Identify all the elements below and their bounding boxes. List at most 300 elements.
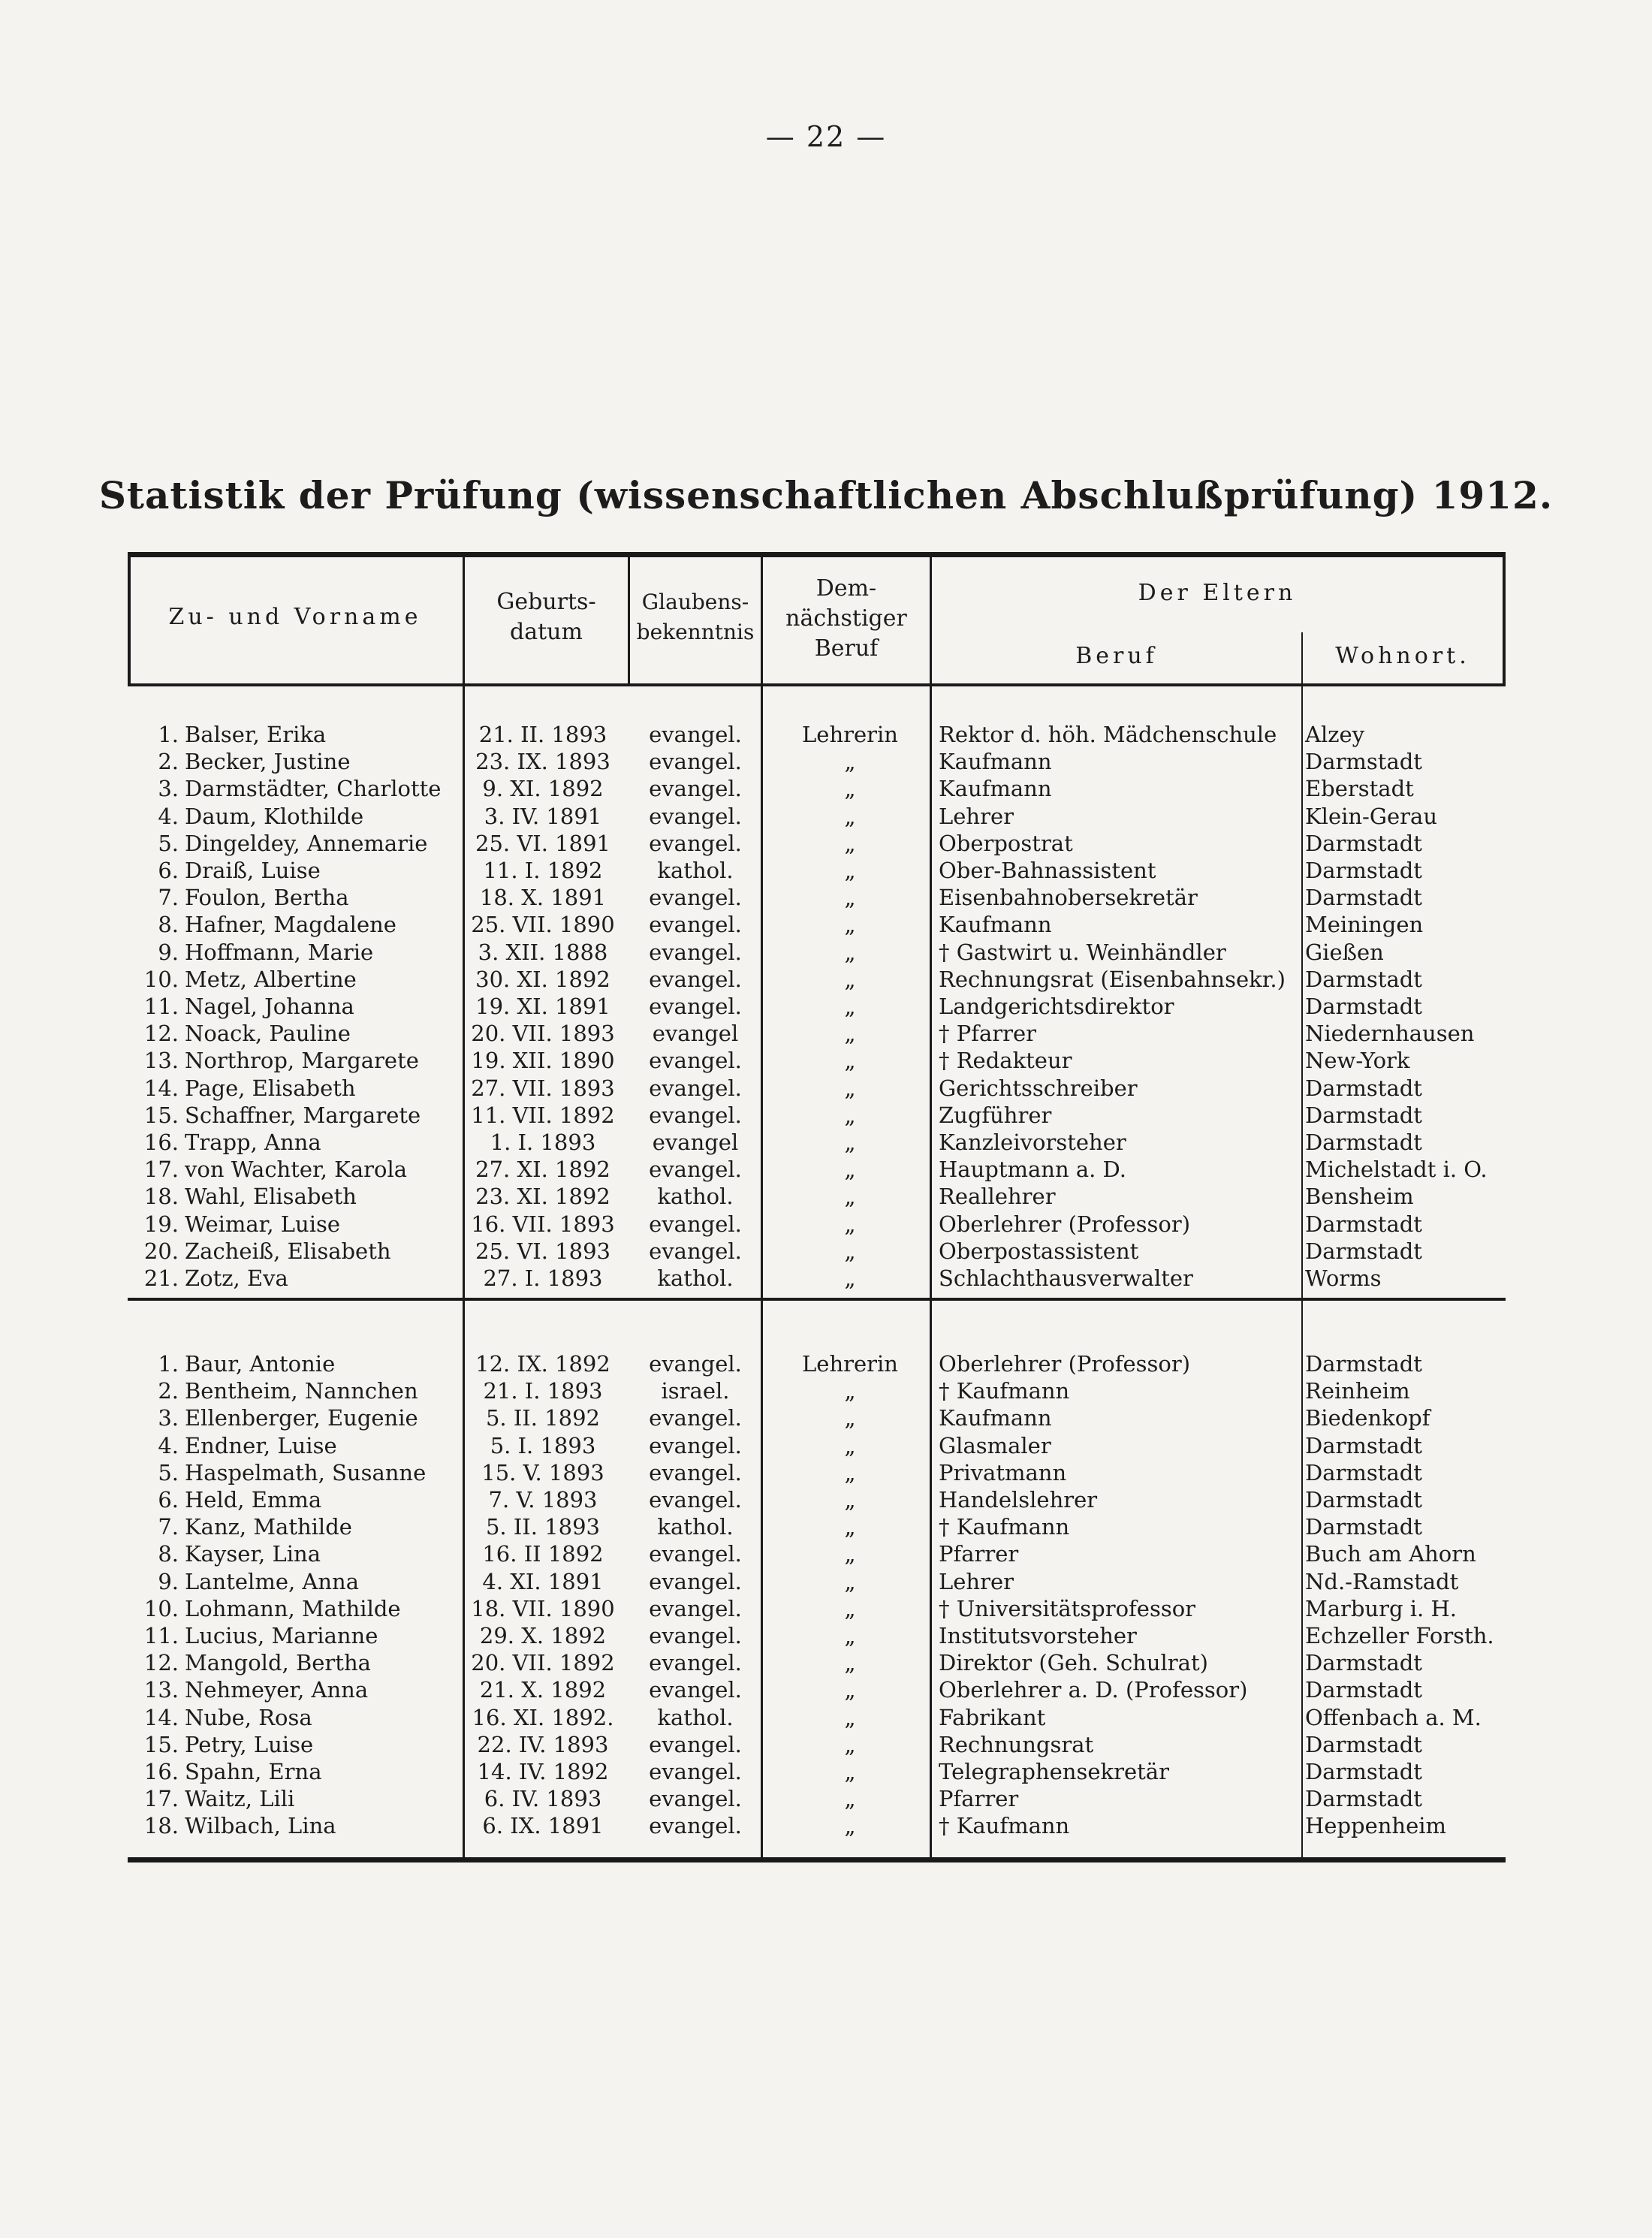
parent-occupation: Lehrer bbox=[939, 1568, 1014, 1594]
header-rule bbox=[128, 683, 1506, 686]
table-row bbox=[128, 911, 1506, 938]
table-row bbox=[128, 1676, 1506, 1703]
religion: kathol. bbox=[657, 1184, 734, 1210]
future-occupation: „ bbox=[844, 939, 856, 965]
student-name: Nehmeyer, Anna bbox=[185, 1677, 369, 1703]
religion: evangel bbox=[652, 1021, 739, 1047]
row-number: 9. bbox=[158, 939, 179, 965]
religion: evangel. bbox=[649, 776, 742, 802]
row-number: 8. bbox=[158, 1541, 179, 1567]
table-row bbox=[128, 803, 1506, 830]
religion: evangel. bbox=[649, 1623, 742, 1648]
future-occupation: „ bbox=[844, 1265, 856, 1291]
future-occupation: „ bbox=[844, 1021, 856, 1047]
parent-residence: Darmstadt bbox=[1305, 1514, 1422, 1540]
future-occupation: „ bbox=[844, 1211, 856, 1237]
row-number: 11. bbox=[143, 994, 179, 1019]
future-occupation: „ bbox=[844, 1048, 856, 1074]
religion: evangel. bbox=[649, 1405, 742, 1431]
future-occupation: „ bbox=[844, 803, 856, 829]
parent-residence: Bensheim bbox=[1305, 1184, 1414, 1210]
student-name: Lucius, Marianne bbox=[185, 1623, 378, 1648]
birth-date: 21. II. 1893 bbox=[478, 722, 607, 747]
table-row bbox=[128, 1350, 1506, 1377]
table-row bbox=[128, 1731, 1506, 1758]
row-number: 14. bbox=[143, 1075, 179, 1101]
parent-occupation: Schlachthausverwalter bbox=[939, 1265, 1193, 1291]
table-row bbox=[128, 1211, 1506, 1238]
group-separator-rule bbox=[128, 1298, 1506, 1301]
table-row bbox=[128, 748, 1506, 775]
parent-occupation: Kaufmann bbox=[939, 776, 1052, 802]
future-occupation: „ bbox=[844, 1704, 856, 1730]
student-name: Noack, Pauline bbox=[185, 1021, 351, 1047]
religion: evangel. bbox=[649, 1157, 742, 1183]
parent-occupation: Ober-Bahnassistent bbox=[939, 858, 1156, 883]
birth-date: 6. IX. 1891 bbox=[482, 1813, 604, 1839]
table-row bbox=[128, 1758, 1506, 1785]
religion: evangel. bbox=[649, 885, 742, 911]
student-name: Nube, Rosa bbox=[185, 1704, 312, 1730]
birth-date: 12. IX. 1892 bbox=[475, 1351, 610, 1377]
table-row bbox=[128, 1595, 1506, 1622]
parent-occupation: Oberpostrat bbox=[939, 830, 1073, 856]
student-name: Hafner, Magdalene bbox=[185, 912, 396, 938]
parent-occupation: Rektor d. höh. Mädchenschule bbox=[939, 722, 1277, 747]
table-row bbox=[128, 1568, 1506, 1595]
row-number: 15. bbox=[143, 1731, 179, 1757]
birth-date: 1. I. 1893 bbox=[490, 1130, 596, 1155]
future-occupation: „ bbox=[844, 1677, 856, 1703]
future-occupation: „ bbox=[844, 1459, 856, 1485]
parent-residence: Darmstadt bbox=[1305, 1487, 1422, 1513]
table-row bbox=[128, 966, 1506, 993]
parent-occupation: Pfarrer bbox=[939, 1786, 1019, 1812]
header-parents: Der Eltern bbox=[1138, 580, 1297, 606]
table-row bbox=[128, 857, 1506, 884]
header-birth-line-1: Geburts- bbox=[496, 589, 596, 615]
document-title: Statistik der Prüfung (wissenschaftlichen Abschlußprüfung) 1912. bbox=[98, 473, 1554, 517]
religion: evangel. bbox=[649, 994, 742, 1019]
birth-date: 19. XII. 1890 bbox=[471, 1048, 615, 1074]
row-number: 21. bbox=[143, 1265, 179, 1291]
religion: evangel. bbox=[649, 1432, 742, 1458]
religion: evangel bbox=[652, 1130, 739, 1155]
row-number: 4. bbox=[158, 1432, 179, 1458]
parent-occupation: Direktor (Geh. Schulrat) bbox=[939, 1650, 1208, 1676]
table-row bbox=[128, 939, 1506, 966]
parent-occupation: Institutsvorsteher bbox=[939, 1623, 1137, 1648]
religion: evangel. bbox=[649, 1075, 742, 1101]
table-row bbox=[128, 830, 1506, 857]
parent-occupation: Rechnungsrat (Eisenbahnsekr.) bbox=[939, 966, 1286, 992]
religion: evangel. bbox=[649, 1238, 742, 1264]
parent-residence: Darmstadt bbox=[1305, 1731, 1422, 1757]
student-name: Lohmann, Mathilde bbox=[185, 1595, 401, 1621]
header-future-line-2: nächstiger bbox=[785, 605, 907, 632]
religion: evangel. bbox=[649, 966, 742, 992]
parent-occupation: Handelslehrer bbox=[939, 1487, 1098, 1513]
row-number: 2. bbox=[158, 1378, 179, 1404]
religion: evangel. bbox=[649, 1759, 742, 1784]
row-number: 17. bbox=[143, 1157, 179, 1183]
student-name: Hoffmann, Marie bbox=[185, 939, 374, 965]
student-name: Page, Elisabeth bbox=[185, 1075, 356, 1101]
parent-residence: Worms bbox=[1305, 1265, 1382, 1291]
future-occupation: „ bbox=[844, 1102, 856, 1128]
birth-date: 25. VI. 1893 bbox=[475, 1238, 610, 1264]
religion: evangel. bbox=[649, 1568, 742, 1594]
parent-occupation: Lehrer bbox=[939, 803, 1014, 829]
table-row bbox=[128, 1486, 1506, 1513]
table-row bbox=[128, 1812, 1506, 1839]
parent-occupation: Kaufmann bbox=[939, 749, 1052, 775]
birth-date: 22. IV. 1893 bbox=[477, 1731, 609, 1757]
future-occupation: „ bbox=[844, 1238, 856, 1264]
parent-occupation: Reallehrer bbox=[939, 1184, 1056, 1210]
religion: evangel. bbox=[649, 1211, 742, 1237]
table-row bbox=[128, 1785, 1506, 1812]
table-row bbox=[128, 1540, 1506, 1567]
future-occupation: „ bbox=[844, 1378, 856, 1404]
parent-residence: Darmstadt bbox=[1305, 1075, 1422, 1101]
future-occupation: Lehrerin bbox=[802, 1351, 898, 1377]
table-row bbox=[128, 1102, 1506, 1129]
row-number: 10. bbox=[143, 966, 179, 992]
table-row bbox=[128, 1265, 1506, 1292]
future-occupation: „ bbox=[844, 1623, 856, 1648]
parent-residence: Darmstadt bbox=[1305, 1459, 1422, 1485]
table-row bbox=[128, 1432, 1506, 1459]
parent-residence: Heppenheim bbox=[1305, 1813, 1447, 1839]
header-parents-residence: Wohnort. bbox=[1335, 643, 1470, 669]
student-name: Schaffner, Margarete bbox=[185, 1102, 421, 1128]
row-number: 9. bbox=[158, 1568, 179, 1594]
parent-occupation: Oberlehrer (Professor) bbox=[939, 1211, 1191, 1237]
birth-date: 11. I. 1892 bbox=[483, 858, 603, 883]
birth-date: 27. VII. 1893 bbox=[471, 1075, 615, 1101]
row-number: 16. bbox=[143, 1759, 179, 1784]
future-occupation: „ bbox=[844, 1595, 856, 1621]
student-name: Dingeldey, Annemarie bbox=[185, 830, 428, 856]
student-name: Ellenberger, Eugenie bbox=[185, 1405, 418, 1431]
parent-residence: Darmstadt bbox=[1305, 1238, 1422, 1264]
row-number: 20. bbox=[143, 1238, 179, 1264]
parent-residence: Darmstadt bbox=[1305, 1130, 1422, 1155]
birth-date: 14. IV. 1892 bbox=[477, 1759, 609, 1784]
parent-residence: Darmstadt bbox=[1305, 994, 1422, 1019]
parent-residence: Marburg i. H. bbox=[1305, 1595, 1457, 1621]
parent-residence: Meiningen bbox=[1305, 912, 1424, 938]
religion: evangel. bbox=[649, 1813, 742, 1839]
parent-occupation: † Kaufmann bbox=[939, 1813, 1070, 1839]
parent-occupation: Oberlehrer (Professor) bbox=[939, 1351, 1191, 1377]
parent-occupation: Glasmaler bbox=[939, 1432, 1051, 1458]
religion: evangel. bbox=[649, 1459, 742, 1485]
student-name: Kayser, Lina bbox=[185, 1541, 321, 1567]
student-name: Held, Emma bbox=[185, 1487, 322, 1513]
parent-residence: Eberstadt bbox=[1305, 776, 1414, 802]
religion: kathol. bbox=[657, 858, 734, 883]
table-row bbox=[128, 1513, 1506, 1540]
birth-date: 20. VII. 1893 bbox=[471, 1021, 615, 1047]
table-row bbox=[128, 1047, 1506, 1074]
table-border-right bbox=[1503, 557, 1506, 683]
header-parents-occupation: Beruf bbox=[1075, 643, 1158, 669]
student-name: Wilbach, Lina bbox=[185, 1813, 336, 1839]
parent-residence: Michelstadt i. O. bbox=[1305, 1157, 1488, 1183]
parent-residence: Darmstadt bbox=[1305, 1677, 1422, 1703]
parent-occupation: Hauptmann a. D. bbox=[939, 1157, 1126, 1183]
parent-occupation: Landgerichtsdirektor bbox=[939, 994, 1174, 1019]
row-number: 2. bbox=[158, 749, 179, 775]
religion: evangel. bbox=[649, 1048, 742, 1074]
future-occupation: „ bbox=[844, 994, 856, 1019]
table-row bbox=[128, 1649, 1506, 1676]
birth-date: 15. V. 1893 bbox=[481, 1459, 604, 1485]
student-name: Daum, Klothilde bbox=[185, 803, 364, 829]
parent-occupation: † Universitätsprofessor bbox=[939, 1595, 1196, 1621]
student-name: Foulon, Bertha bbox=[185, 885, 349, 911]
row-number: 13. bbox=[143, 1048, 179, 1074]
header-name: Zu- und Vorname bbox=[168, 604, 422, 630]
religion: kathol. bbox=[657, 1704, 734, 1730]
parent-occupation: Privatmann bbox=[939, 1459, 1067, 1485]
table-row bbox=[128, 1156, 1506, 1183]
student-name: Balser, Erika bbox=[185, 722, 327, 747]
parent-residence: Darmstadt bbox=[1305, 1759, 1422, 1784]
future-occupation: „ bbox=[844, 1184, 856, 1210]
student-name: Waitz, Lili bbox=[185, 1786, 295, 1812]
birth-date: 23. XI. 1892 bbox=[475, 1184, 610, 1210]
religion: evangel. bbox=[649, 1731, 742, 1757]
parent-occupation: † Redakteur bbox=[939, 1048, 1072, 1074]
future-occupation: „ bbox=[844, 1130, 856, 1155]
religion: israel. bbox=[661, 1378, 730, 1404]
birth-date: 27. I. 1893 bbox=[483, 1265, 603, 1291]
table-row bbox=[128, 1075, 1506, 1102]
table-row bbox=[128, 884, 1506, 911]
parent-occupation: Oberpostassistent bbox=[939, 1238, 1139, 1264]
parent-residence: Darmstadt bbox=[1305, 830, 1422, 856]
student-name: Becker, Justine bbox=[185, 749, 351, 775]
future-occupation: „ bbox=[844, 1157, 856, 1183]
religion: evangel. bbox=[649, 1487, 742, 1513]
birth-date: 25. VII. 1890 bbox=[471, 912, 615, 938]
birth-date: 23. IX. 1893 bbox=[475, 749, 610, 775]
row-number: 14. bbox=[143, 1704, 179, 1730]
future-occupation: „ bbox=[844, 1731, 856, 1757]
student-name: Trapp, Anna bbox=[185, 1130, 321, 1155]
student-name: Mangold, Bertha bbox=[185, 1650, 371, 1676]
student-name: Spahn, Erna bbox=[185, 1759, 322, 1784]
parent-residence: Darmstadt bbox=[1305, 1650, 1422, 1676]
row-number: 16. bbox=[143, 1130, 179, 1155]
parent-residence: Alzey bbox=[1305, 722, 1365, 747]
future-occupation: „ bbox=[844, 749, 856, 775]
row-number: 1. bbox=[158, 722, 179, 747]
religion: evangel. bbox=[649, 722, 742, 747]
future-occupation: „ bbox=[844, 1813, 856, 1839]
religion: evangel. bbox=[649, 1595, 742, 1621]
birth-date: 20. VII. 1892 bbox=[471, 1650, 615, 1676]
birth-date: 9. XI. 1892 bbox=[482, 776, 604, 802]
row-number: 13. bbox=[143, 1677, 179, 1703]
student-name: Weimar, Luise bbox=[185, 1211, 341, 1237]
row-number: 12. bbox=[143, 1021, 179, 1047]
parent-residence: New-York bbox=[1305, 1048, 1410, 1074]
row-number: 19. bbox=[143, 1211, 179, 1237]
row-number: 11. bbox=[143, 1623, 179, 1648]
birth-date: 4. XI. 1891 bbox=[482, 1568, 604, 1594]
student-name: Endner, Luise bbox=[185, 1432, 337, 1458]
future-occupation: „ bbox=[844, 1568, 856, 1594]
table-row bbox=[128, 993, 1506, 1020]
parent-residence: Gießen bbox=[1305, 939, 1384, 965]
parent-residence: Darmstadt bbox=[1305, 749, 1422, 775]
row-number: 7. bbox=[158, 1514, 179, 1540]
religion: evangel. bbox=[649, 912, 742, 938]
parent-occupation: Oberlehrer a. D. (Professor) bbox=[939, 1677, 1248, 1703]
student-name: Lantelme, Anna bbox=[185, 1568, 359, 1594]
table-row bbox=[128, 1238, 1506, 1265]
parent-occupation: † Kaufmann bbox=[939, 1514, 1070, 1540]
row-number: 8. bbox=[158, 912, 179, 938]
parent-occupation: Kaufmann bbox=[939, 912, 1052, 938]
future-occupation: „ bbox=[844, 1075, 856, 1101]
student-name: Petry, Luise bbox=[185, 1731, 314, 1757]
row-number: 1. bbox=[158, 1351, 179, 1377]
birth-date: 18. VII. 1890 bbox=[471, 1595, 615, 1621]
student-name: Zotz, Eva bbox=[185, 1265, 288, 1291]
birth-date: 30. XI. 1892 bbox=[475, 966, 610, 992]
birth-date: 3. IV. 1891 bbox=[484, 803, 602, 829]
future-occupation: „ bbox=[844, 1541, 856, 1567]
parent-residence: Offenbach a. M. bbox=[1305, 1704, 1482, 1730]
future-occupation: „ bbox=[844, 1759, 856, 1784]
birth-date: 5. II. 1893 bbox=[485, 1514, 601, 1540]
table-row bbox=[128, 775, 1506, 802]
parent-occupation: Zugführer bbox=[939, 1102, 1052, 1128]
header-future-line-3: Beruf bbox=[814, 635, 879, 662]
header-future-occupation bbox=[763, 574, 930, 664]
parent-residence: Darmstadt bbox=[1305, 858, 1422, 883]
student-name: Bentheim, Nannchen bbox=[185, 1378, 418, 1404]
religion: evangel. bbox=[649, 1351, 742, 1377]
future-occupation: „ bbox=[844, 1487, 856, 1513]
birth-date: 29. X. 1892 bbox=[479, 1623, 607, 1648]
row-number: 4. bbox=[158, 803, 179, 829]
parent-occupation: Eisenbahnobersekretär bbox=[939, 885, 1198, 911]
religion: kathol. bbox=[657, 1514, 734, 1540]
header-religion-line-2: bekenntnis bbox=[636, 620, 755, 644]
header-religion bbox=[630, 587, 761, 647]
parent-residence: Darmstadt bbox=[1305, 1432, 1422, 1458]
religion: evangel. bbox=[649, 1650, 742, 1676]
parent-occupation: Fabrikant bbox=[939, 1704, 1046, 1730]
future-occupation: „ bbox=[844, 830, 856, 856]
table-row bbox=[128, 1459, 1506, 1486]
parent-residence: Darmstadt bbox=[1305, 1351, 1422, 1377]
birth-date: 11. VII. 1892 bbox=[471, 1102, 615, 1128]
religion: evangel. bbox=[649, 1677, 742, 1703]
parent-residence: Darmstadt bbox=[1305, 1211, 1422, 1237]
header-religion-line-1: Glaubens- bbox=[641, 590, 749, 614]
student-name: Northrop, Margarete bbox=[185, 1048, 419, 1074]
row-number: 18. bbox=[143, 1184, 179, 1210]
birth-date: 6. IV. 1893 bbox=[484, 1786, 602, 1812]
birth-date: 19. XI. 1891 bbox=[475, 994, 610, 1019]
future-occupation: „ bbox=[844, 1650, 856, 1676]
parent-residence: Darmstadt bbox=[1305, 1102, 1422, 1128]
parent-occupation: † Kaufmann bbox=[939, 1378, 1070, 1404]
row-number: 7. bbox=[158, 885, 179, 911]
table-row bbox=[128, 1704, 1506, 1731]
religion: evangel. bbox=[649, 1786, 742, 1812]
student-name: Haspelmath, Susanne bbox=[185, 1459, 427, 1485]
parent-residence: Biedenkopf bbox=[1305, 1405, 1430, 1431]
future-occupation: „ bbox=[844, 776, 856, 802]
birth-date: 7. V. 1893 bbox=[488, 1487, 598, 1513]
parent-occupation: Telegraphensekretär bbox=[939, 1759, 1169, 1784]
student-name: Wahl, Elisabeth bbox=[185, 1184, 357, 1210]
parent-residence: Darmstadt bbox=[1305, 885, 1422, 911]
birth-date: 16. XI. 1892. bbox=[472, 1704, 614, 1730]
parent-occupation: † Gastwirt u. Weinhändler bbox=[939, 939, 1226, 965]
statistics-table bbox=[128, 552, 1506, 1862]
parent-occupation: Kanzleivorsteher bbox=[939, 1130, 1126, 1155]
parent-residence: Niedernhausen bbox=[1305, 1021, 1475, 1047]
table-row bbox=[128, 1129, 1506, 1156]
religion: evangel. bbox=[649, 749, 742, 775]
student-name: Nagel, Johanna bbox=[185, 994, 354, 1019]
student-name: Darmstädter, Charlotte bbox=[185, 776, 442, 802]
future-occupation: „ bbox=[844, 1405, 856, 1431]
future-occupation: „ bbox=[844, 1786, 856, 1812]
header-birth-date bbox=[465, 587, 628, 647]
table-row bbox=[128, 1020, 1506, 1047]
parent-residence: Echzeller Forsth. bbox=[1305, 1623, 1494, 1648]
birth-date: 16. II 1892 bbox=[482, 1541, 604, 1567]
birth-date: 5. II. 1892 bbox=[485, 1405, 601, 1431]
row-number: 12. bbox=[143, 1650, 179, 1676]
parent-residence: Darmstadt bbox=[1305, 1786, 1422, 1812]
parent-residence: Nd.-Ramstadt bbox=[1305, 1568, 1459, 1594]
student-name: Metz, Albertine bbox=[185, 966, 357, 992]
row-number: 17. bbox=[143, 1786, 179, 1812]
religion: evangel. bbox=[649, 1541, 742, 1567]
birth-date: 27. XI. 1892 bbox=[475, 1157, 610, 1183]
table-row bbox=[128, 1183, 1506, 1210]
parent-occupation: Kaufmann bbox=[939, 1405, 1052, 1431]
religion: evangel. bbox=[649, 830, 742, 856]
table-row bbox=[128, 1377, 1506, 1404]
birth-date: 3. XII. 1888 bbox=[478, 939, 608, 965]
table-row bbox=[128, 1404, 1506, 1431]
student-name: von Wachter, Karola bbox=[185, 1157, 408, 1183]
birth-date: 21. X. 1892 bbox=[479, 1677, 607, 1703]
row-number: 15. bbox=[143, 1102, 179, 1128]
parent-occupation: Gerichtsschreiber bbox=[939, 1075, 1138, 1101]
future-occupation: „ bbox=[844, 912, 856, 938]
religion: evangel. bbox=[649, 1102, 742, 1128]
row-number: 6. bbox=[158, 858, 179, 883]
parent-residence: Buch am Ahorn bbox=[1305, 1541, 1476, 1567]
student-name: Draiß, Luise bbox=[185, 858, 321, 883]
row-number: 18. bbox=[143, 1813, 179, 1839]
parent-residence: Klein-Gerau bbox=[1305, 803, 1438, 829]
header-birth-line-2: datum bbox=[510, 619, 583, 645]
